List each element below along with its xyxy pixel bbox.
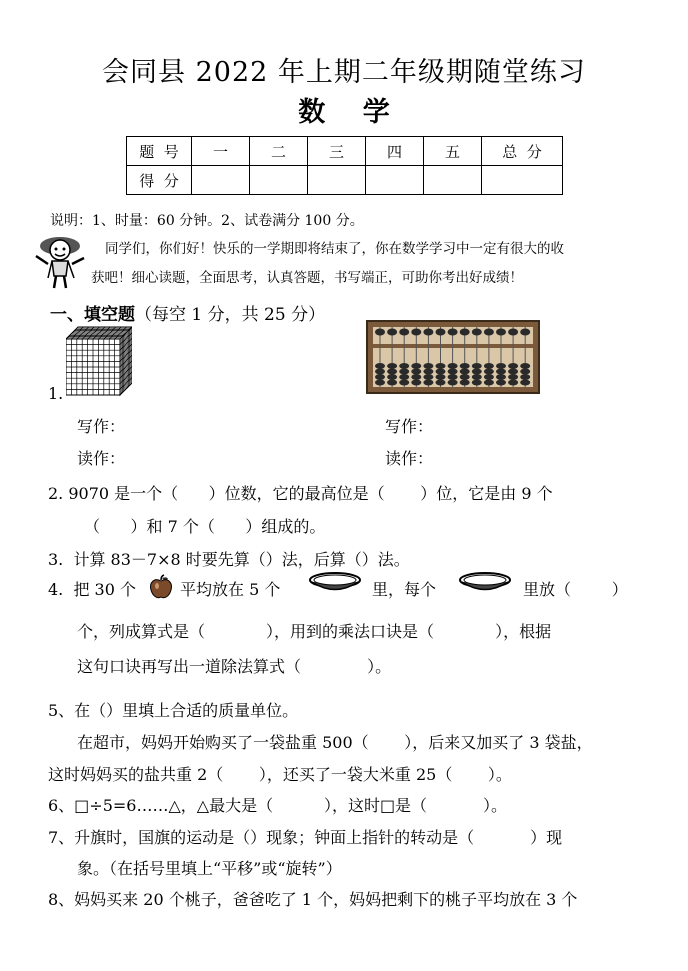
score-cell [308, 166, 366, 195]
q4-part-c: 里，每个 [372, 580, 437, 599]
score-cell [250, 166, 308, 195]
q4-part-a: 4. 把 30 个 [48, 580, 136, 599]
score-cell: 二 [250, 137, 308, 166]
plate-icon [308, 571, 362, 601]
q4-line-3: 这句口诀再写出一道除法算式（ ）。 [77, 657, 392, 676]
subject-title: 数 学 [298, 97, 390, 128]
cube-block-icon [66, 325, 132, 401]
apple-icon [148, 574, 174, 604]
q7-line-2: 象。（在括号里填上“平移”或“旋转”） [77, 859, 342, 878]
mascot-icon [30, 228, 92, 294]
score-cell: 题 号 [127, 137, 192, 166]
q3-text: 3. 计算 83－7×8 时要先算（）法，后算（）法。 [48, 550, 410, 569]
q4-part-d: 里放（ ） [523, 580, 628, 599]
q1-number: 1. [48, 384, 64, 403]
score-table [126, 136, 563, 195]
score-table-header-row [127, 137, 563, 166]
score-cell [192, 166, 250, 195]
q1-read-right: 读作： [385, 449, 434, 468]
q4-part-b: 平均放在 5 个 [180, 580, 281, 599]
score-cell: 五 [424, 137, 482, 166]
q7-line-1: 7、升旗时，国旗的运动是（）现象；钟面上指针的转动是（ ）现 [48, 828, 563, 847]
exam-title: 会同县 2022 年上期二年级期随堂练习 [102, 57, 586, 88]
score-cell: 一 [192, 137, 250, 166]
plate-icon [458, 571, 512, 601]
section-1-title: 一、填空题 [50, 305, 135, 325]
intro-line-1: 同学们，你们好！快乐的一学期即将结束了，你在数学学习中一定有很大的收 [105, 241, 564, 257]
score-table-score-row [127, 166, 563, 195]
q1-write-right: 写作： [385, 417, 434, 436]
q6-text: 6、□÷5=6……△，△最大是（ ），这时□是（ ）。 [48, 796, 508, 815]
intro-line-2: 获吧！细心读题，全面思考，认真答题，书写端正，可助你考出好成绩！ [91, 270, 523, 286]
q5-line-2: 在超市，妈妈开始购买了一袋盐重 500（ ），后来又加买了 3 袋盐， [77, 733, 593, 752]
q8-text: 8、妈妈买来 20 个桃子，爸爸吃了 1 个，妈妈把剩下的桃子平均放在 3 个 [48, 890, 578, 909]
exam-note: 说明：1、时量：60 分钟。2、试卷满分 100 分。 [50, 213, 364, 229]
q5-line-1: 5、在（）里填上合适的质量单位。 [48, 701, 299, 720]
score-cell [482, 166, 563, 195]
score-cell: 四 [366, 137, 424, 166]
q1-write-left: 写作： [77, 417, 126, 436]
section-1-points: （每空 1 分，共 25 分） [135, 305, 326, 325]
score-cell: 总 分 [482, 137, 563, 166]
score-cell [424, 166, 482, 195]
q4-line-2: 个，列成算式是（ ），用到的乘法口诀是（ ），根据 [77, 622, 552, 641]
q5-line-3: 这时妈妈买的盐共重 2（ ），还买了一袋大米重 25（ ）。 [48, 765, 512, 784]
q2-line-1: 2. 9070 是一个（ ）位数，它的最高位是（ ）位，它是由 9 个 [48, 484, 553, 503]
q1-read-left: 读作： [77, 449, 126, 468]
score-cell [366, 166, 424, 195]
abacus-icon [366, 320, 540, 398]
section-1-heading [50, 300, 325, 325]
score-cell: 得 分 [127, 166, 192, 195]
score-cell: 三 [308, 137, 366, 166]
q2-line-2: （ ）和 7 个（ ）组成的。 [84, 517, 326, 536]
